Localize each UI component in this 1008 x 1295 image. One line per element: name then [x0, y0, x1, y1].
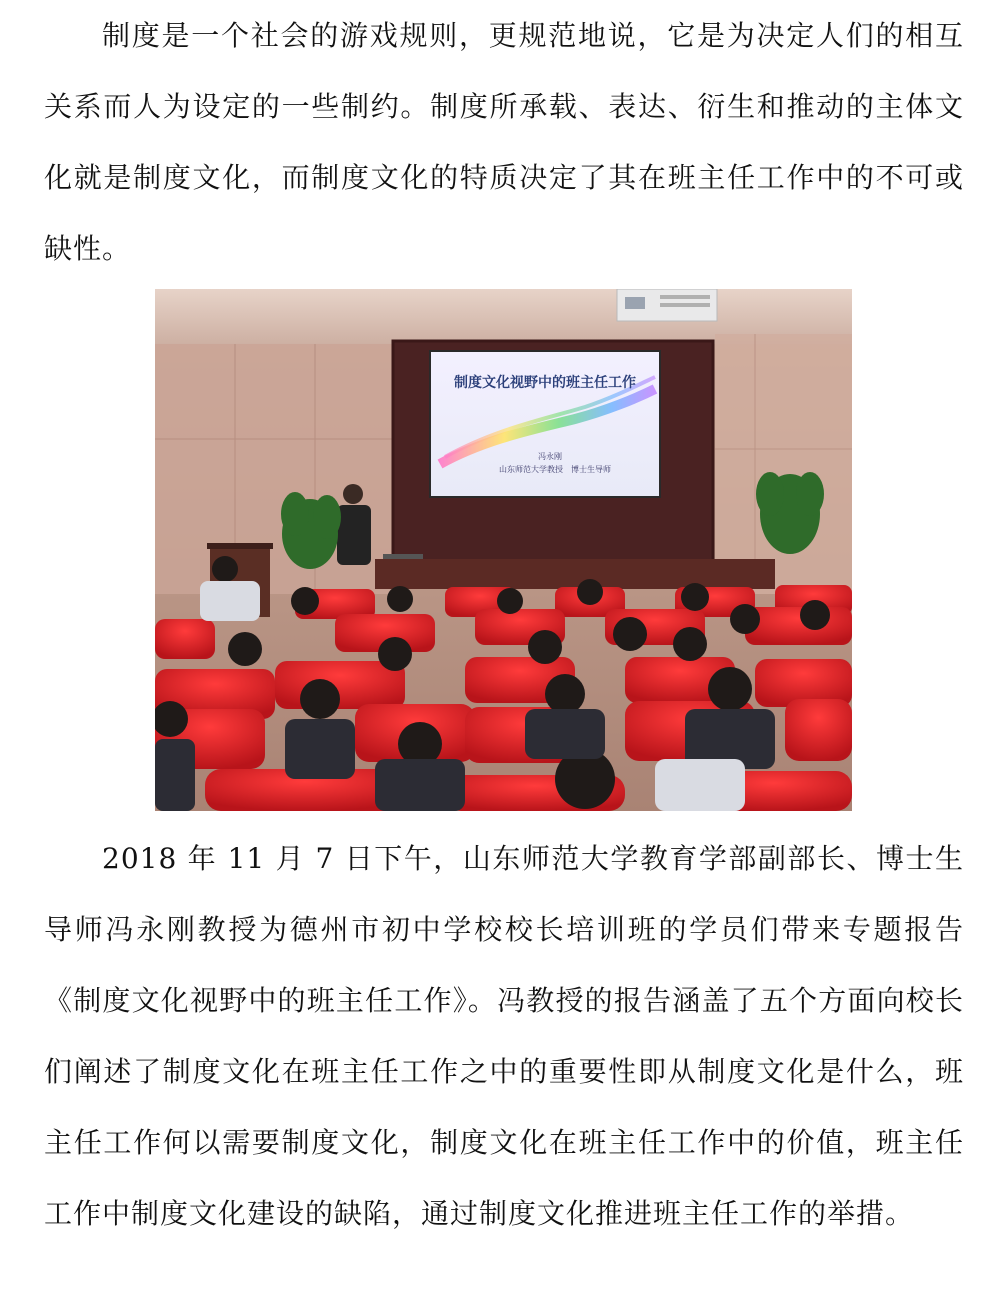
slide-author: 冯永刚 [538, 452, 562, 461]
report-paragraph: 2018 年 11 月 7 日下午，山东师范大学教育学部副部长、博士生导师冯永刚教授为德州市初中学校校长培训班的学员们带来专题报告《制度文化视野中的班主任工作》。冯教授的报告涵盖了五个方面向校长们阐述了制度文化在班主任工作之中的重要性即从制度文化是什么，班主任工作何以需要制度文化，制度文化在班主任工作中的价值，班主任工作中制度文化建设的缺陷，通过制度文化推进班主任工作的举措。 [44, 842, 964, 1230]
lecture-photo [155, 289, 852, 811]
slide-title: 制度文化视野中的班主任工作 [454, 375, 636, 391]
intro-paragraph: 制度是一个社会的游戏规则，更规范地说，它是为决定人们的相互关系而人为设定的一些制约。制度所承载、表达、衍生和推动的主体文化就是制度文化，而制度文化的特质决定了其在班主任工作中的不可或缺性。 [44, 19, 964, 265]
slide-affiliation: 山东师范大学教授 博士生导师 [499, 465, 611, 474]
